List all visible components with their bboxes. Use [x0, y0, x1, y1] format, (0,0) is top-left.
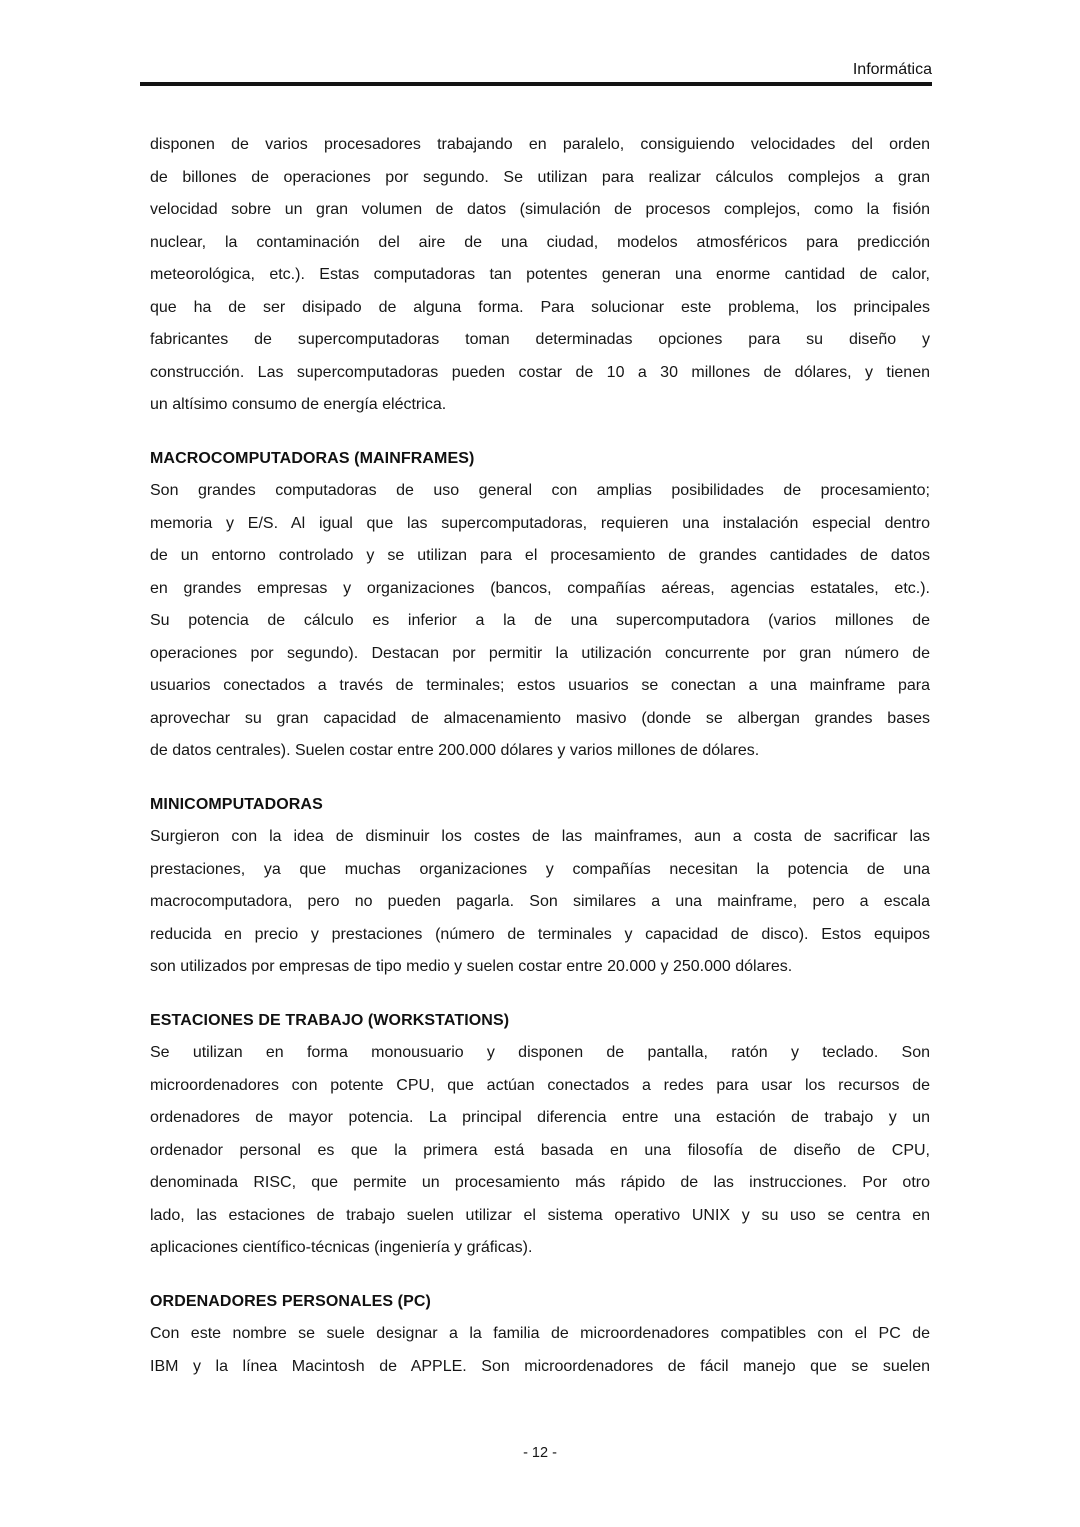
text-line: un altísimo consumo de energía eléctrica.: [150, 396, 447, 413]
section-heading: ORDENADORES PERSONALES (PC): [150, 1292, 431, 1310]
text-line: Con este nombre se suele designar a la familia de microordenadores compatibles con el PC de: [150, 1325, 930, 1342]
section-heading: ESTACIONES DE TRABAJO (WORKSTATIONS): [150, 1011, 510, 1029]
paragraph: [150, 1037, 930, 1265]
text-line: de datos centrales). Suelen costar entre 200.000 dólares y varios millones de dólares.: [150, 742, 760, 759]
text-line: de billones de operaciones por segundo. Se utilizan para realizar cálculos complejos a gran: [150, 168, 930, 186]
text-line: aplicaciones científico-técnicas (ingeniería y gráficas).: [150, 1239, 533, 1256]
text-line: de un entorno controlado y se utilizan para el procesamiento de grandes cantidades de datos: [150, 547, 930, 564]
page-number: - 12 -: [523, 1445, 557, 1461]
text-line: que ha de ser disipado de alguna forma. Para solucionar este problema, los principales: [150, 298, 930, 316]
text-line: meteorológica, etc.). Estas computadoras tan potentes generan una enorme cantidad de calor,: [150, 266, 930, 283]
text-line: construcción. Las supercomputadoras pueden costar de 10 a 30 millones de dólares, y tienen: [150, 363, 930, 381]
text-line: disponen de varios procesadores trabajando en paralelo, consiguiendo velocidades del orden: [150, 136, 930, 153]
header-rule: [140, 82, 932, 86]
doc-section: [150, 789, 930, 984]
doc-section: [150, 129, 930, 422]
text-line: son utilizados por empresas de tipo medio y suelen costar entre 20.000 y 250.000 dólares.: [150, 958, 793, 975]
text-line: ordenadores de mayor potencia. La principal diferencia entre una estación de trabajo y un: [150, 1109, 930, 1126]
section-heading: MACROCOMPUTADORAS (MAINFRAMES): [150, 449, 475, 467]
paragraph: [150, 821, 930, 984]
text-line: lado, las estaciones de trabajo suelen utilizar el sistema operativo UNIX y su uso se centra en: [150, 1206, 930, 1224]
text-line: Surgieron con la idea de disminuir los costes de las mainframes, aun a costa de sacrificar las: [150, 828, 930, 845]
text-line: Se utilizan en forma monousuario y disponen de pantalla, ratón y teclado. Son: [150, 1044, 930, 1061]
text-line: Son grandes computadoras de uso general con amplias posibilidades de procesamiento;: [150, 482, 930, 499]
document-body: [150, 129, 930, 1383]
header-running-title: Informática: [852, 61, 932, 78]
paragraph: [150, 1318, 930, 1383]
paragraph: [150, 475, 930, 768]
text-line: fabricantes de supercomputadoras toman determinadas opciones para su diseño y: [150, 331, 930, 348]
text-line: en grandes empresas y organizaciones (bancos, compañías aéreas, agencias estatales, etc.).: [150, 579, 930, 597]
page-header: [140, 0, 932, 86]
text-line: microordenadores con potente CPU, que actúan conectados a redes para usar los recursos de: [150, 1076, 930, 1094]
doc-section: [150, 1005, 930, 1265]
doc-section: [150, 1286, 930, 1384]
text-line: ordenador personal es que la primera está basada en una filosofía de diseño de CPU,: [150, 1141, 930, 1159]
section-heading: MINICOMPUTADORAS: [150, 795, 323, 813]
text-line: aprovechar su gran capacidad de almacenamiento masivo (donde se albergan grandes bases: [150, 709, 930, 727]
text-line: operaciones por segundo). Destacan por permitir la utilización concurrente por gran número de: [150, 644, 930, 662]
doc-section: [150, 443, 930, 768]
text-line: velocidad sobre un gran volumen de datos (simulación de procesos complejos, como la fisión: [150, 201, 930, 218]
text-line: macrocomputadora, pero no pueden pagarla. Son similares a una mainframe, pero a escala: [150, 893, 930, 910]
text-line: denominada RISC, que permite un procesamiento más rápido de las instrucciones. Por otro: [150, 1174, 930, 1191]
text-line: usuarios conectados a través de terminales; estos usuarios se conectan a una mainframe para: [150, 677, 930, 694]
text-line: IBM y la línea Macintosh de APPLE. Son microordenadores de fácil manejo que se suelen: [150, 1357, 930, 1375]
page-footer: [0, 1444, 1080, 1462]
text-line: reducida en precio y prestaciones (número de terminales y capacidad de disco). Estos equipos: [150, 925, 930, 943]
text-line: Su potencia de cálculo es inferior a la de una supercomputadora (varios millones de: [150, 612, 930, 629]
text-line: memoria y E/S. Al igual que las supercomputadoras, requieren una instalación especial dentro: [150, 514, 930, 532]
text-line: nuclear, la contaminación del aire de una ciudad, modelos atmosféricos para predicción: [150, 233, 930, 251]
paragraph: [150, 129, 930, 422]
text-line: prestaciones, ya que muchas organizaciones y compañías necesitan la potencia de una: [150, 860, 930, 878]
